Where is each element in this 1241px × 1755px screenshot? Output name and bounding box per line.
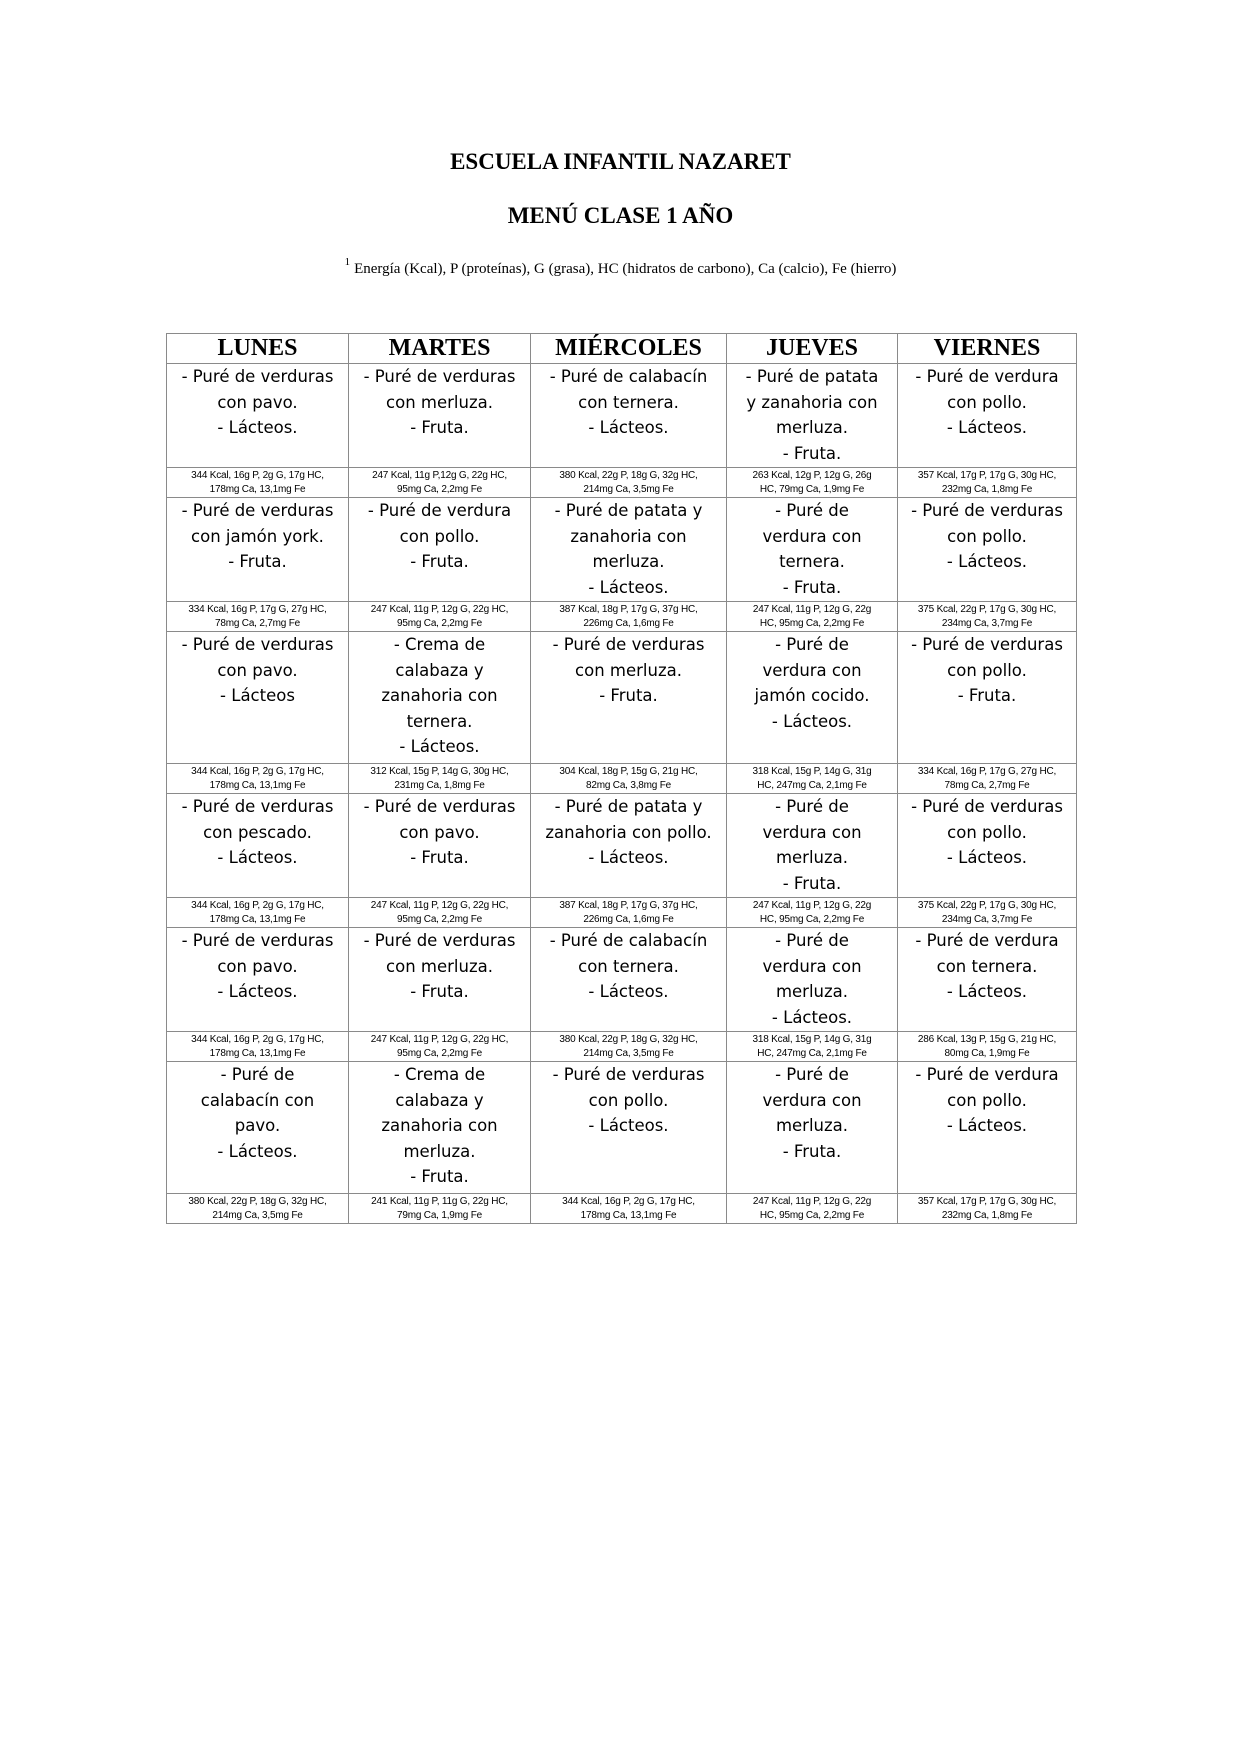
- meal-cell: [349, 794, 531, 898]
- meal-line: - Puré de patata: [745, 367, 879, 386]
- meal-row: [167, 364, 1077, 468]
- nutrition-line: 247 Kcal, 11g P, 12g G, 22g HC,: [370, 899, 509, 911]
- meal-line: con jamón york.: [191, 526, 324, 546]
- meal-line: merluza.: [775, 982, 849, 1001]
- menu-table: [166, 333, 1077, 1224]
- nutrition-line: 357 Kcal, 17g P, 17g G, 30g HC,: [917, 469, 1057, 481]
- nutrition-cell: [727, 1032, 898, 1062]
- meal-line: verdura con: [762, 822, 862, 842]
- meal-line: - Fruta.: [410, 552, 469, 571]
- meal-line: zanahoria con: [381, 686, 498, 705]
- meal-cell: [167, 794, 349, 898]
- meal-line: con merluza.: [386, 956, 493, 976]
- nutrition-line: 226mg Ca, 1,6mg Fe: [583, 617, 674, 629]
- meal-row: [167, 498, 1077, 602]
- nutrition-line: 357 Kcal, 17g P, 17g G, 30g HC,: [917, 1195, 1057, 1207]
- nutrition-cell: [349, 1032, 531, 1062]
- meal-line: con pavo.: [217, 956, 298, 976]
- nutrient-legend: [0, 258, 1241, 278]
- meal-line: - Lácteos.: [946, 848, 1028, 867]
- meal-line: - Lácteos.: [588, 1116, 669, 1135]
- meal-line: con merluza.: [575, 660, 682, 680]
- meal-line: - Fruta.: [782, 577, 842, 597]
- meal-line: - Fruta.: [228, 552, 287, 571]
- nutrition-cell: [167, 1194, 349, 1224]
- day-header-jueves: JUEVES: [727, 334, 898, 364]
- meal-row: [167, 1062, 1077, 1194]
- meal-line: jamón cocido.: [754, 686, 870, 705]
- nutrition-line: 344 Kcal, 16g P, 2g G, 17g HC,: [191, 469, 324, 481]
- nutrition-cell: [167, 602, 349, 632]
- nutrition-cell: [167, 764, 349, 794]
- meal-line: - Puré de verduras: [181, 501, 334, 520]
- nutrition-line: 247 Kcal, 11g P, 12g G, 22g HC,: [370, 1033, 509, 1045]
- nutrition-line: 387 Kcal, 18g P, 17g G, 37g HC,: [559, 899, 698, 911]
- meal-cell: [727, 498, 898, 602]
- nutrition-row: [167, 898, 1077, 928]
- nutrition-line: 214mg Ca, 3,5mg Fe: [583, 1047, 674, 1059]
- meal-line: - Puré de verduras: [911, 635, 1063, 654]
- nutrition-line: 234mg Ca, 3,7mg Fe: [941, 913, 1033, 925]
- meal-line: calabacín con: [200, 1090, 315, 1110]
- nutrition-row: [167, 1032, 1077, 1062]
- nutrition-line: 226mg Ca, 1,6mg Fe: [583, 913, 674, 925]
- nutrition-line: 241 Kcal, 11g P, 11g G, 22g HC,: [371, 1195, 508, 1207]
- meal-line: - Fruta.: [410, 1167, 469, 1186]
- nutrition-line: HC, 95mg Ca, 2,2mg Fe: [759, 617, 865, 629]
- meal-cell: [898, 364, 1077, 468]
- meal-cell: [531, 632, 727, 764]
- meal-line: con pollo.: [947, 526, 1027, 546]
- meal-line: - Lácteos.: [588, 418, 669, 437]
- meal-cell: [727, 794, 898, 898]
- nutrition-row: [167, 468, 1077, 498]
- nutrition-line: HC, 79mg Ca, 1,9mg Fe: [759, 483, 865, 495]
- nutrition-line: 344 Kcal, 16g P, 2g G, 17g HC,: [562, 1195, 695, 1207]
- nutrition-line: 375 Kcal, 22g P, 17g G, 30g HC,: [917, 603, 1057, 615]
- meal-line: - Puré de patata y: [554, 501, 703, 520]
- day-header-lunes: LUNES: [167, 334, 349, 364]
- nutrition-line: 95mg Ca, 2,2mg Fe: [397, 913, 482, 925]
- meal-line: - Lácteos.: [217, 848, 298, 867]
- nutrition-line: 231mg Ca, 1,8mg Fe: [394, 779, 485, 791]
- meal-line: con ternera.: [578, 956, 679, 976]
- nutrition-line: 234mg Ca, 3,7mg Fe: [941, 617, 1033, 629]
- meal-line: - Lácteos.: [588, 577, 669, 597]
- meal-cell: [727, 1062, 898, 1194]
- meal-line: con pollo.: [947, 822, 1027, 842]
- meal-row: [167, 632, 1077, 764]
- nutrition-line: 95mg Ca, 2,2mg Fe: [397, 1047, 482, 1059]
- meal-line: ternera.: [406, 711, 473, 731]
- meal-line: - Fruta.: [782, 1141, 842, 1161]
- day-header-martes: MARTES: [349, 334, 531, 364]
- meal-line: - Puré de: [775, 931, 849, 950]
- nutrition-cell: [898, 1194, 1077, 1224]
- meal-row: [167, 794, 1077, 898]
- meal-line: zanahoria con pollo.: [545, 822, 712, 842]
- nutrition-cell: [531, 764, 727, 794]
- nutrition-line: 178mg Ca, 13,1mg Fe: [209, 913, 306, 925]
- nutrition-cell: [349, 898, 531, 928]
- meal-line: con pollo.: [947, 1090, 1027, 1110]
- nutrition-line: 334 Kcal, 16g P, 17g G, 27g HC,: [188, 603, 327, 615]
- nutrition-cell: [531, 1194, 727, 1224]
- nutrition-line: 380 Kcal, 22g P, 18g G, 32g HC,: [559, 1033, 698, 1045]
- meal-line: merluza.: [775, 1116, 849, 1135]
- nutrition-line: 286 Kcal, 13g P, 15g G, 21g HC,: [917, 1033, 1057, 1045]
- menu-title: MENÚ CLASE 1 AÑO: [507, 203, 734, 228]
- meal-cell: [167, 632, 349, 764]
- meal-cell: [349, 632, 531, 764]
- nutrition-line: 247 Kcal, 11g P, 12g G, 22g: [752, 899, 872, 911]
- meal-line: - Puré de verdura: [367, 501, 512, 520]
- nutrition-line: 387 Kcal, 18g P, 17g G, 37g HC,: [559, 603, 698, 615]
- meal-line: - Puré de verduras: [911, 501, 1063, 520]
- meal-line: zanahoria con: [570, 526, 687, 546]
- meal-line: verdura con: [762, 1090, 862, 1110]
- nutrition-line: 375 Kcal, 22g P, 17g G, 30g HC,: [917, 899, 1057, 911]
- meal-line: - Lácteos.: [217, 418, 298, 437]
- nutrition-line: 344 Kcal, 16g P, 2g G, 17g HC,: [191, 765, 324, 777]
- nutrition-line: HC, 247mg Ca, 2,1mg Fe: [757, 779, 867, 791]
- meal-line: con pollo.: [947, 392, 1027, 412]
- meal-line: - Puré de: [775, 501, 849, 520]
- meal-line: verdura con: [762, 956, 862, 976]
- meal-line: - Lácteos.: [946, 418, 1028, 437]
- meal-line: y zanahoria con: [746, 392, 878, 412]
- nutrition-line: 344 Kcal, 16g P, 2g G, 17g HC,: [191, 899, 324, 911]
- nutrition-cell: [349, 602, 531, 632]
- meal-line: - Fruta.: [410, 418, 469, 437]
- legend-marker: 1: [344, 256, 351, 268]
- meal-cell: [531, 498, 727, 602]
- nutrition-cell: [727, 1194, 898, 1224]
- meal-line: con ternera.: [578, 392, 679, 412]
- meal-line: con pollo.: [947, 660, 1027, 680]
- meal-line: con pollo.: [399, 526, 480, 546]
- meal-cell: [349, 364, 531, 468]
- meal-line: - Puré de calabacín: [549, 931, 708, 950]
- meal-cell: [531, 928, 727, 1032]
- meal-cell: [727, 364, 898, 468]
- meal-line: con pollo.: [588, 1090, 669, 1110]
- nutrition-cell: [167, 1032, 349, 1062]
- nutrition-line: 82mg Ca, 3,8mg Fe: [586, 779, 671, 791]
- meal-cell: [898, 498, 1077, 602]
- meal-line: - Lácteos.: [217, 982, 298, 1001]
- meal-line: - Lácteos.: [771, 1007, 853, 1027]
- meal-cell: [531, 1062, 727, 1194]
- nutrition-line: 312 Kcal, 15g P, 14g G, 30g HC,: [370, 765, 509, 777]
- nutrition-line: HC, 95mg Ca, 2,2mg Fe: [759, 1209, 865, 1221]
- legend-text: Energía (Kcal), P (proteínas), G (grasa), HC (hidratos de carbono), Ca (calcio), Fe (hierro): [354, 261, 897, 277]
- meal-line: con pavo.: [399, 822, 480, 842]
- meal-line: - Puré de verduras: [552, 1065, 705, 1084]
- meal-line: - Puré de verduras: [911, 797, 1063, 816]
- day-header-row: [167, 334, 1077, 364]
- nutrition-line: 380 Kcal, 22g P, 18g G, 32g HC,: [559, 469, 698, 481]
- meal-line: - Fruta.: [410, 848, 469, 867]
- meal-cell: [349, 1062, 531, 1194]
- meal-line: - Puré de verduras: [363, 931, 516, 950]
- meal-line: - Lácteos.: [399, 737, 480, 756]
- meal-line: - Lácteos.: [946, 1116, 1028, 1135]
- menu-body: [167, 364, 1077, 1224]
- meal-cell: [349, 928, 531, 1032]
- nutrition-cell: [167, 468, 349, 498]
- meal-cell: [349, 498, 531, 602]
- meal-line: zanahoria con: [381, 1116, 498, 1135]
- nutrition-line: 95mg Ca, 2,2mg Fe: [397, 617, 482, 629]
- meal-line: - Fruta.: [410, 982, 469, 1001]
- meal-line: calabaza y: [395, 660, 484, 680]
- nutrition-line: 214mg Ca, 3,5mg Fe: [212, 1209, 303, 1221]
- nutrition-line: 178mg Ca, 13,1mg Fe: [209, 483, 306, 495]
- meal-line: merluza.: [775, 848, 849, 867]
- meal-line: - Puré de calabacín: [549, 367, 708, 386]
- meal-line: - Lácteos.: [946, 982, 1028, 1001]
- meal-line: - Lácteos.: [588, 982, 669, 1001]
- nutrition-line: 247 Kcal, 11g P, 12g G, 22g: [752, 1195, 872, 1207]
- nutrition-line: HC, 95mg Ca, 2,2mg Fe: [759, 913, 865, 925]
- nutrition-line: 247 Kcal, 11g P, 12g G, 22g HC,: [370, 603, 509, 615]
- meal-line: - Puré de verdura: [915, 367, 1059, 386]
- meal-cell: [898, 632, 1077, 764]
- meal-cell: [727, 632, 898, 764]
- day-header-viernes: VIERNES: [898, 334, 1077, 364]
- nutrition-line: 318 Kcal, 15g P, 14g G, 31g: [752, 765, 872, 777]
- meal-line: - Puré de verduras: [363, 367, 516, 386]
- nutrition-line: 78mg Ca, 2,7mg Fe: [944, 779, 1030, 791]
- nutrition-cell: [898, 764, 1077, 794]
- meal-line: - Puré de verduras: [181, 931, 334, 950]
- nutrition-line: 247 Kcal, 11g P,12g G, 22g HC,: [372, 469, 507, 481]
- meal-cell: [898, 794, 1077, 898]
- meal-line: verdura con: [762, 526, 862, 546]
- meal-cell: [167, 928, 349, 1032]
- meal-line: - Puré de: [220, 1065, 295, 1084]
- meal-cell: [727, 928, 898, 1032]
- meal-line: - Lácteos.: [217, 1141, 298, 1161]
- meal-line: calabaza y: [395, 1090, 484, 1110]
- nutrition-line: HC, 247mg Ca, 2,1mg Fe: [757, 1047, 867, 1059]
- nutrition-line: 334 Kcal, 16g P, 17g G, 27g HC,: [917, 765, 1057, 777]
- nutrition-cell: [531, 602, 727, 632]
- meal-line: - Fruta.: [782, 443, 842, 463]
- meal-line: verdura con: [762, 660, 862, 680]
- nutrition-cell: [349, 764, 531, 794]
- meal-line: - Puré de verdura: [915, 1065, 1059, 1084]
- meal-line: - Puré de verduras: [552, 635, 705, 654]
- nutrition-row: [167, 602, 1077, 632]
- meal-line: - Puré de: [775, 1065, 849, 1084]
- nutrition-cell: [727, 468, 898, 498]
- meal-row: [167, 928, 1077, 1032]
- meal-line: - Puré de: [775, 797, 849, 816]
- nutrition-cell: [727, 602, 898, 632]
- nutrition-cell: [898, 602, 1077, 632]
- meal-line: - Puré de verduras: [363, 797, 516, 816]
- meal-line: - Fruta.: [599, 686, 658, 705]
- meal-line: - Fruta.: [957, 686, 1017, 705]
- meal-line: pavo.: [234, 1116, 281, 1135]
- meal-cell: [531, 794, 727, 898]
- nutrition-line: 304 Kcal, 18g P, 15g G, 21g HC,: [559, 765, 698, 777]
- nutrition-line: 344 Kcal, 16g P, 2g G, 17g HC,: [191, 1033, 324, 1045]
- meal-line: merluza.: [592, 552, 665, 571]
- nutrition-cell: [531, 468, 727, 498]
- meal-line: ternera.: [779, 552, 845, 571]
- meal-line: - Puré de verduras: [181, 635, 334, 654]
- nutrition-line: 78mg Ca, 2,7mg Fe: [215, 617, 300, 629]
- nutrition-cell: [898, 898, 1077, 928]
- nutrition-cell: [898, 1032, 1077, 1062]
- nutrition-line: 318 Kcal, 15g P, 14g G, 31g: [752, 1033, 872, 1045]
- meal-line: merluza.: [403, 1141, 476, 1161]
- nutrition-row: [167, 1194, 1077, 1224]
- meal-line: - Puré de verduras: [181, 367, 334, 386]
- meal-line: - Crema de: [393, 635, 486, 654]
- meal-line: - Puré de verdura: [915, 931, 1059, 950]
- meal-line: - Puré de: [775, 635, 849, 654]
- nutrition-cell: [727, 764, 898, 794]
- meal-cell: [167, 498, 349, 602]
- nutrition-cell: [727, 898, 898, 928]
- nutrition-line: 232mg Ca, 1,8mg Fe: [941, 483, 1033, 495]
- nutrition-line: 79mg Ca, 1,9mg Fe: [397, 1209, 482, 1221]
- nutrition-cell: [531, 1032, 727, 1062]
- meal-line: merluza.: [775, 418, 849, 437]
- meal-line: - Lácteos.: [771, 711, 853, 731]
- nutrition-line: 80mg Ca, 1,9mg Fe: [944, 1047, 1030, 1059]
- nutrition-line: 263 Kcal, 12g P, 12g G, 26g: [752, 469, 872, 481]
- nutrition-cell: [531, 898, 727, 928]
- school-name: ESCUELA INFANTIL NAZARET: [450, 149, 791, 174]
- meal-line: - Lácteos.: [588, 848, 669, 867]
- nutrition-line: 247 Kcal, 11g P, 12g G, 22g: [752, 603, 872, 615]
- meal-cell: [898, 928, 1077, 1032]
- meal-line: - Crema de: [393, 1065, 486, 1084]
- nutrition-line: 178mg Ca, 13,1mg Fe: [209, 1047, 306, 1059]
- meal-line: con pescado.: [203, 822, 312, 842]
- nutrition-line: 232mg Ca, 1,8mg Fe: [941, 1209, 1033, 1221]
- nutrition-row: [167, 764, 1077, 794]
- nutrition-line: 214mg Ca, 3,5mg Fe: [583, 483, 674, 495]
- meal-line: - Fruta.: [782, 873, 842, 893]
- meal-line: con pavo.: [217, 392, 298, 412]
- meal-line: con pavo.: [217, 660, 298, 680]
- nutrition-line: 178mg Ca, 13,1mg Fe: [209, 779, 306, 791]
- meal-cell: [167, 364, 349, 468]
- meal-line: con merluza.: [386, 392, 493, 412]
- meal-line: - Lácteos: [220, 686, 295, 705]
- meal-cell: [531, 364, 727, 468]
- nutrition-cell: [167, 898, 349, 928]
- meal-cell: [898, 1062, 1077, 1194]
- meal-cell: [167, 1062, 349, 1194]
- nutrition-cell: [349, 1194, 531, 1224]
- nutrition-line: 95mg Ca, 2,2mg Fe: [397, 483, 482, 495]
- day-header-miercoles: MIÉRCOLES: [531, 334, 727, 364]
- meal-line: - Puré de verduras: [181, 797, 334, 816]
- nutrition-line: 380 Kcal, 22g P, 18g G, 32g HC,: [188, 1195, 327, 1207]
- nutrition-cell: [349, 468, 531, 498]
- meal-line: con ternera.: [936, 956, 1038, 976]
- meal-line: - Lácteos.: [946, 552, 1028, 571]
- meal-line: - Puré de patata y: [554, 797, 703, 816]
- nutrition-cell: [898, 468, 1077, 498]
- nutrition-line: 178mg Ca, 13,1mg Fe: [580, 1209, 677, 1221]
